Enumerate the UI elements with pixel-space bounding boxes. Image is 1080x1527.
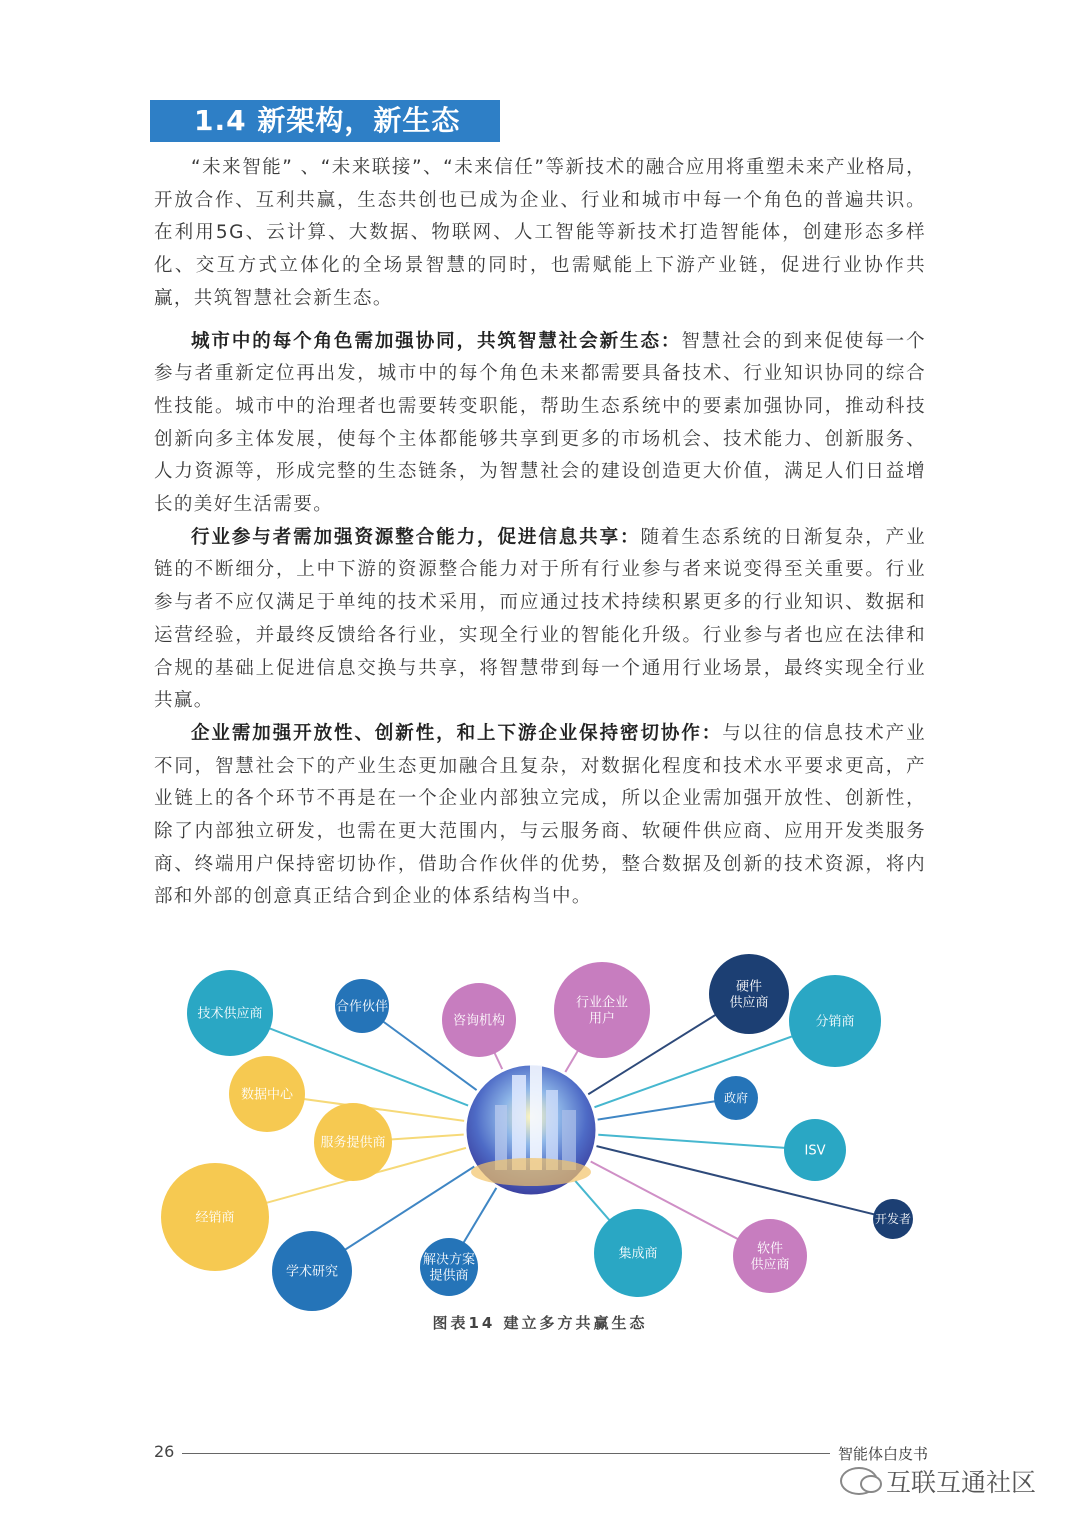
node-label: 解决方案 <box>422 1252 476 1268</box>
page-number: 26 <box>154 1442 175 1461</box>
node-label: ISV <box>804 1143 826 1159</box>
node-label: 咨询机构 <box>452 1013 506 1029</box>
node-label: 经销商 <box>195 1210 235 1226</box>
node-label: 分销商 <box>815 1014 855 1030</box>
node-label: 供应商 <box>750 1257 790 1273</box>
body-text <box>154 152 926 914</box>
node-solution <box>420 1238 478 1296</box>
node-consult <box>442 983 516 1057</box>
ecosystem-diagram <box>150 940 930 1320</box>
node-datacenter <box>229 1056 305 1132</box>
footer-doc-title: 智能体白皮书 <box>838 1445 929 1463</box>
paragraph: 城市中的每个角色需加强协同，共筑智慧社会新生态：智慧社会的到来促使每一个参与者重新定位再出发，城市中的每个角色未来都需要具备技术、行业知识协同的综合性技能。城市中的治理者也需要转变职能，帮助生态系统中的要素加强协同，推动科技创新向多主体发展，使每个主体都能够共享到更多的市场机会、技术能力、创新服务、人力资源等，形成完整的生态链条，为智慧社会的建设创造更大价值，满足人们日益增长的美好生活需要。 <box>154 330 926 516</box>
paragraph-lead: 行业参与者需加强资源整合能力，促进信息共享： <box>191 526 641 548</box>
node-tech <box>187 970 273 1056</box>
node-label: 合作伙伴 <box>335 999 389 1015</box>
paragraph: 企业需加强开放性、创新性，和上下游企业保持密切协作：与以往的信息技术产业不同，智慧社会下的产业生态更加融合且复杂，对数据化程度和技术水平要求更高，产业链上的各个环节不再是在一个企业内部独立完成，所以企业需加强开放性、创新性，除了内部独立研发，也需在更大范围内，与云服务商、软硬件供应商、应用开发类服务商、终端用户保持密切协作，借助合作伙伴的优势，整合数据及创新的技术资源，将内部和外部的创意真正结合到企业的体系结构当中。 <box>154 722 926 908</box>
paragraph: “未来智能” 、“未来联接”、“未来信任”等新技术的融合应用将重塑未来产业格局，开放合作、互利共赢，生态共创也已成为企业、行业和城市中每一个角色的普遍共识。在利用5G、云计算、大数据、物联网、人工智能等新技术打造智能体，创建形态多样化、交互方式立体化的全场景智慧的同时，也需赋能上下游产业链，促进行业协作共赢，共筑智慧社会新生态。 <box>154 157 926 309</box>
node-label: 软件 <box>756 1241 784 1257</box>
center-city-image <box>465 1064 597 1196</box>
node-industry <box>554 962 650 1058</box>
node-dev <box>873 1199 913 1239</box>
node-partner <box>335 979 389 1033</box>
watermark <box>840 1463 1036 1499</box>
node-label: 学术研究 <box>285 1264 339 1280</box>
node-academic <box>272 1231 352 1311</box>
paragraph-lead: 城市中的每个角色需加强协同，共筑智慧社会新生态： <box>191 330 682 352</box>
node-dealer <box>161 1163 269 1271</box>
node-label: 供应商 <box>729 995 769 1011</box>
node-label: 硬件 <box>735 979 763 995</box>
node-service <box>314 1103 392 1181</box>
wechat-icon <box>840 1467 878 1495</box>
paragraph-lead: 企业需加强开放性、创新性，和上下游企业保持密切协作： <box>191 722 723 744</box>
footer-rule <box>182 1453 830 1454</box>
node-isv <box>784 1119 846 1181</box>
node-integrator <box>594 1209 682 1297</box>
node-label: 服务提供商 <box>320 1135 386 1151</box>
node-gov <box>714 1076 758 1120</box>
node-label: 行业企业 <box>575 995 629 1011</box>
section-title: 1.4 新架构，新生态 <box>150 100 500 142</box>
node-hardware <box>709 954 789 1034</box>
node-software <box>733 1219 807 1293</box>
node-distrib <box>789 975 881 1067</box>
paragraph: 行业参与者需加强资源整合能力，促进信息共享：随着生态系统的日渐复杂，产业链的不断细分，上中下游的资源整合能力对于所有行业参与者来说变得至关重要。行业参与者不应仅满足于单纯的技术采用，而应通过技术持续积累更多的行业知识、数据和运营经验，并最终反馈给各行业，实现全行业的智能化升级。行业参与者也应在法律和合规的基础上促进信息交换与共享，将智慧带到每一个通用行业场景，最终实现全行业共赢。 <box>154 526 926 712</box>
node-label: 技术供应商 <box>197 1006 263 1022</box>
node-label: 提供商 <box>429 1268 469 1284</box>
node-label: 用户 <box>588 1011 616 1027</box>
node-label: 数据中心 <box>240 1087 294 1103</box>
watermark-text: 互联互通社区 <box>886 1468 1037 1497</box>
node-label: 集成商 <box>618 1246 658 1262</box>
node-label: 政府 <box>723 1091 749 1106</box>
figure-caption: 图表14 建立多方共赢生态 <box>432 1314 648 1332</box>
node-label: 开发者 <box>874 1212 912 1227</box>
